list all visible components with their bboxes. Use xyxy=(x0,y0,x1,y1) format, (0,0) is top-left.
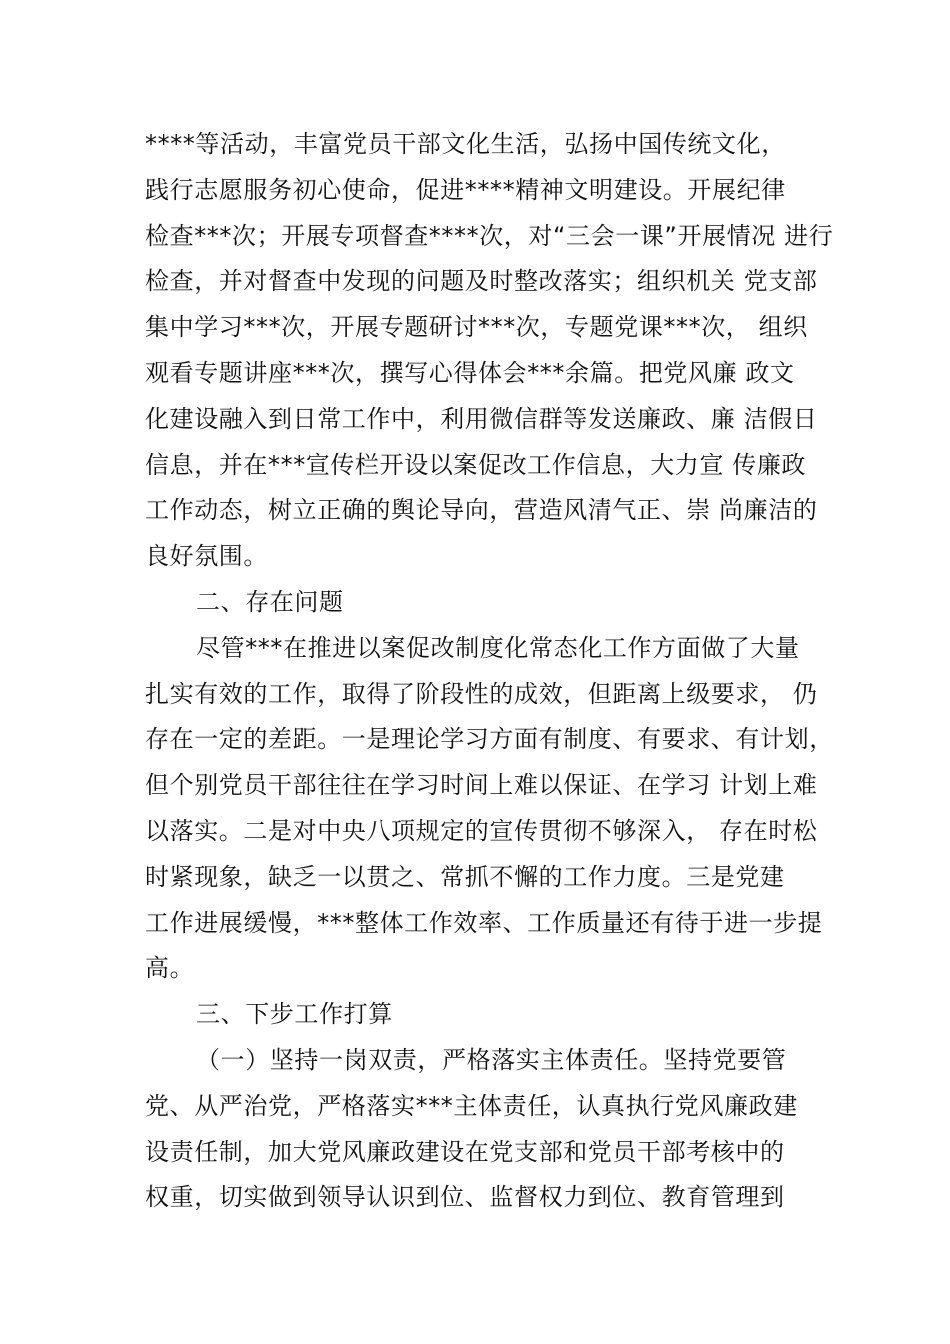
paragraph-line: 党、从严治党，严格落实***主体责任，认真执行党风廉政建 xyxy=(145,1091,798,1120)
paragraph-line: 时紧现象，缺乏一以贯之、常抓不懈的工作力度。三是党建 xyxy=(145,862,785,891)
document-body xyxy=(145,122,835,1221)
paragraph-line: 但个别党员干部往往在学习时间上难以保证、在学习 计划上难 xyxy=(145,771,818,800)
paragraph-line: 工作进展缓慢，***整体工作效率、工作质量还有待于进一步提 xyxy=(145,908,823,937)
paragraph-line: 检查***次；开展专项督查****次，对“三会一课”开展情况 进行 xyxy=(145,221,834,250)
paragraph-line: 存在一定的差距。一是理论学习方面有制度、有要求、有计划， xyxy=(145,725,834,754)
section-heading-next-steps: 三、下步工作打算 xyxy=(196,1000,393,1029)
paragraph-line: 观看专题讲座***次，撰写心得体会***余篇。把党风廉 政文 xyxy=(145,358,795,387)
paragraph-line: 权重，切实做到领导认识到位、监督权力到位、教育管理到 xyxy=(145,1183,785,1212)
paragraph-line: 践行志愿服务初心使命，促进****精神文明建设。开展纪律 xyxy=(145,175,786,204)
section-heading-problems: 二、存在问题 xyxy=(196,587,344,616)
paragraph-line: 以落实。二是对中央八项规定的宣传贯彻不够深入， 存在时松 xyxy=(145,816,818,845)
paragraph-line: 扎实有效的工作，取得了阶段性的成效，但距离上级要求， 仍 xyxy=(145,679,818,708)
paragraph-line: 集中学习***次，开展专题研讨***次，专题党课***次， 组织 xyxy=(145,313,808,342)
paragraph-line: （一）坚持一岗双责，严格落实主体责任。坚持党要管 xyxy=(196,1045,787,1074)
paragraph-line: 化建设融入到日常工作中，利用微信群等发送廉政、廉 洁假日 xyxy=(145,404,818,433)
paragraph-line: 高。 xyxy=(145,954,195,983)
paragraph-line: 良好氛围。 xyxy=(145,542,268,571)
paragraph-line: ****等活动，丰富党员干部文化生活，弘扬中国传统文化， xyxy=(145,130,786,158)
paragraph-line: 工作动态，树立正确的舆论导向，营造风清气正、崇 尚廉洁的 xyxy=(145,496,818,525)
paragraph-line: 信息，并在***宣传栏开设以案促改工作信息，大力宣 传廉政 xyxy=(145,450,807,479)
paragraph-line: 设责任制，加大党风廉政建设在党支部和党员干部考核中的 xyxy=(145,1137,785,1166)
paragraph-line: 检查，并对督查中发现的问题及时整改落实；组织机关 党支部 xyxy=(145,267,818,296)
paragraph-line: 尽管***在推进以案促改制度化常态化工作方面做了大量 xyxy=(196,633,800,662)
